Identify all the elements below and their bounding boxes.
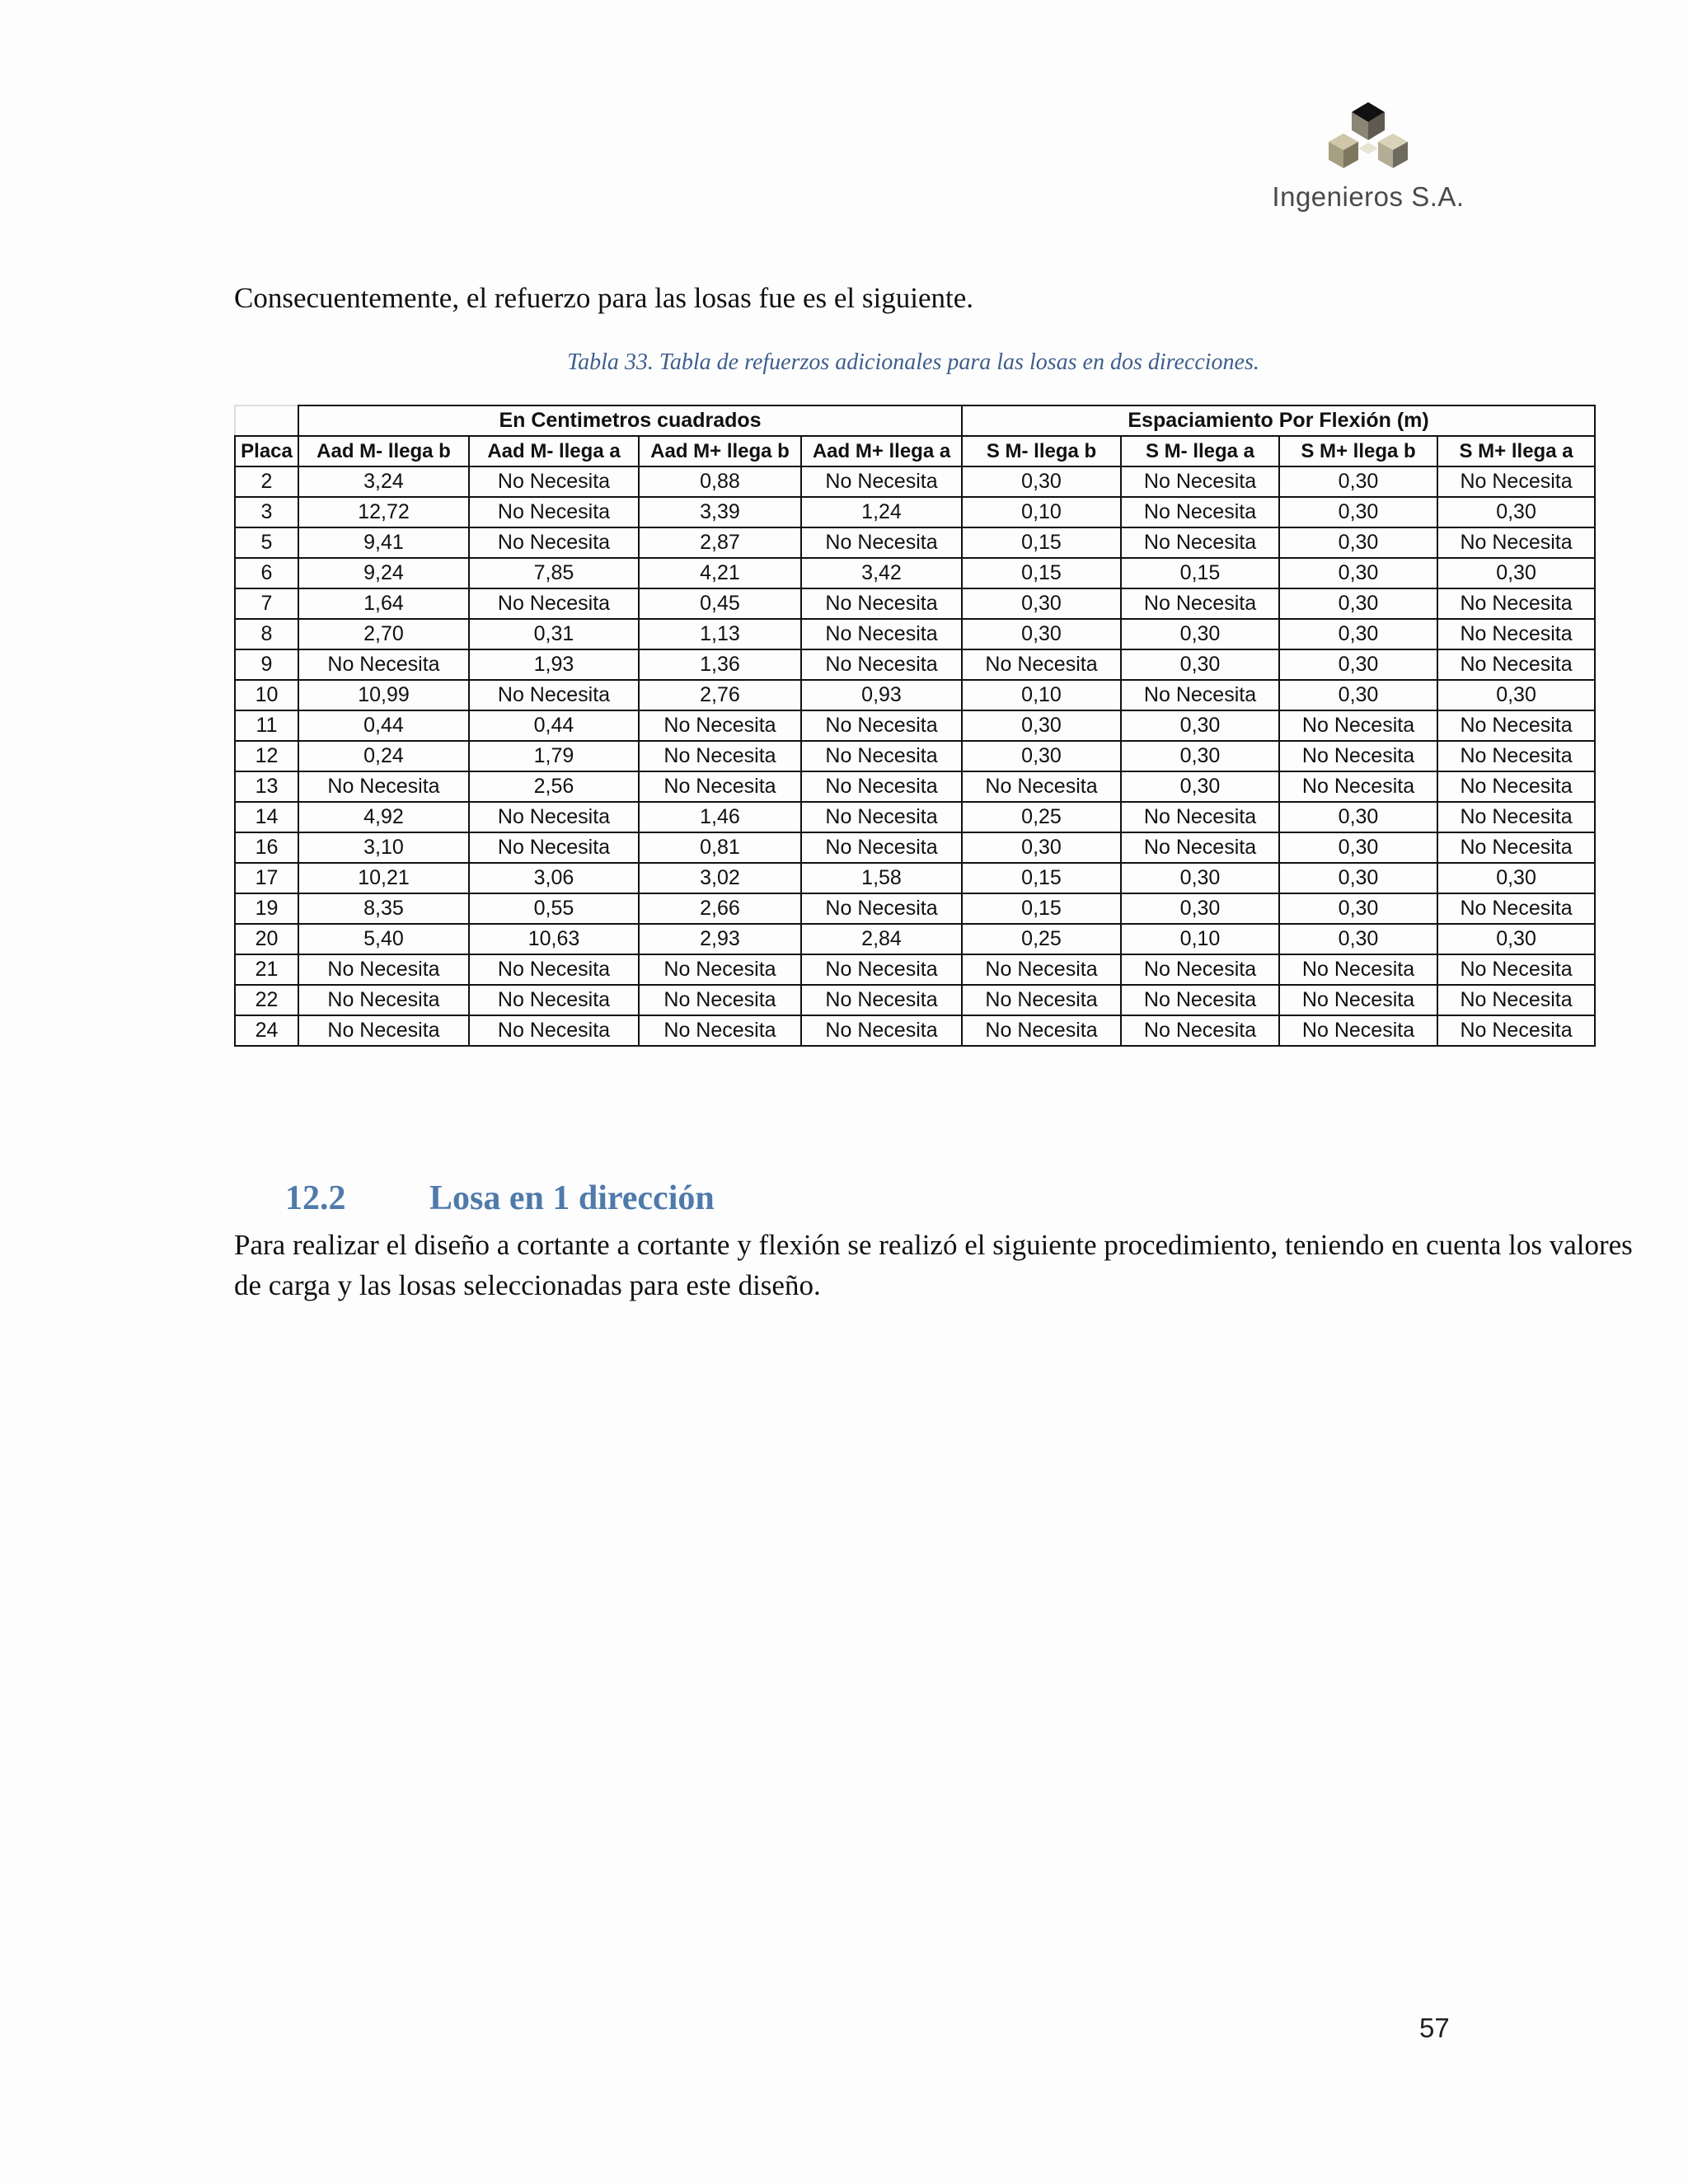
placa-cell: 3 (235, 497, 298, 527)
table-cell: No Necesita (469, 954, 639, 985)
table-cell: 3,02 (639, 863, 801, 893)
table-cell: 0,15 (962, 527, 1121, 558)
placa-cell: 17 (235, 863, 298, 893)
group-header-spacing: Espaciamiento Por Flexión (m) (962, 405, 1595, 436)
table-cell: No Necesita (1437, 832, 1595, 863)
table-caption: Tabla 33. Tabla de refuerzos adicionales para las losas en dos direcciones. (567, 349, 1259, 375)
table-row (235, 527, 1595, 558)
table-cell: 7,85 (469, 558, 639, 588)
table-cell: No Necesita (1121, 497, 1279, 527)
table-cell: No Necesita (801, 741, 962, 771)
table-cell: No Necesita (1121, 466, 1279, 497)
table-cell: No Necesita (1279, 954, 1437, 985)
table-cell: 0,30 (962, 466, 1121, 497)
table-cell: No Necesita (801, 588, 962, 619)
column-header: S M- llega b (962, 436, 1121, 466)
table-cell: 0,30 (962, 588, 1121, 619)
table-cell: 12,72 (298, 497, 469, 527)
table-cell: 1,79 (469, 741, 639, 771)
placa-cell: 13 (235, 771, 298, 802)
table-cell: No Necesita (298, 649, 469, 680)
table-cell: No Necesita (1279, 771, 1437, 802)
table-cell: 0,30 (1121, 619, 1279, 649)
placa-cell: 7 (235, 588, 298, 619)
table-cell: 0,30 (1279, 527, 1437, 558)
table-cell: 0,30 (1279, 558, 1437, 588)
table-cell: 0,30 (962, 741, 1121, 771)
placa-cell: 12 (235, 741, 298, 771)
table-cell: 0,45 (639, 588, 801, 619)
table-cell: No Necesita (1121, 588, 1279, 619)
table-cell: 0,44 (298, 710, 469, 741)
table-cell: No Necesita (1437, 588, 1595, 619)
table-cell: 0,44 (469, 710, 639, 741)
table-cell: No Necesita (298, 954, 469, 985)
table-cell: 0,30 (962, 832, 1121, 863)
placa-cell: 2 (235, 466, 298, 497)
table-cell: 2,66 (639, 893, 801, 924)
table-cell: No Necesita (1437, 710, 1595, 741)
table-cell: 9,41 (298, 527, 469, 558)
placa-cell: 22 (235, 985, 298, 1015)
table-row (235, 924, 1595, 954)
table-cell: 0,15 (962, 863, 1121, 893)
table-row (235, 954, 1595, 985)
placa-cell: 8 (235, 619, 298, 649)
table-cell: 0,30 (1279, 466, 1437, 497)
table-cell: 8,35 (298, 893, 469, 924)
table-cell: 0,30 (1279, 832, 1437, 863)
table-row (235, 497, 1595, 527)
table-cell: No Necesita (1279, 710, 1437, 741)
table-cell: 0,30 (1279, 863, 1437, 893)
table-cell: 3,39 (639, 497, 801, 527)
table-cell: 2,76 (639, 680, 801, 710)
table-cell: 0,15 (1121, 558, 1279, 588)
table-cell: 3,24 (298, 466, 469, 497)
table-cell: 9,24 (298, 558, 469, 588)
table-cell: 0,10 (962, 680, 1121, 710)
corner-cell (235, 405, 298, 436)
table-row (235, 619, 1595, 649)
table-cell: No Necesita (962, 985, 1121, 1015)
table-cell: No Necesita (298, 771, 469, 802)
table-cell: No Necesita (469, 985, 639, 1015)
table-row (235, 588, 1595, 619)
table-row (235, 649, 1595, 680)
table-cell: 0,30 (1279, 619, 1437, 649)
table-cell: 0,30 (1121, 893, 1279, 924)
table-cell: 0,55 (469, 893, 639, 924)
table-cell: 0,31 (469, 619, 639, 649)
table-cell: 0,30 (1279, 924, 1437, 954)
table-row (235, 985, 1595, 1015)
table-cell: No Necesita (639, 710, 801, 741)
placa-cell: 10 (235, 680, 298, 710)
table-body (235, 466, 1595, 1046)
table-cell: 0,30 (1121, 771, 1279, 802)
table-row (235, 863, 1595, 893)
table-cell: 2,93 (639, 924, 801, 954)
table-cell: 0,30 (1437, 680, 1595, 710)
table-cell: 1,36 (639, 649, 801, 680)
table-cell: 10,21 (298, 863, 469, 893)
table-cell: 0,24 (298, 741, 469, 771)
table-cell: No Necesita (962, 771, 1121, 802)
table-cell: 1,93 (469, 649, 639, 680)
table-cell: 1,64 (298, 588, 469, 619)
table-cell: 0,10 (1121, 924, 1279, 954)
table-row (235, 741, 1595, 771)
table-cell: No Necesita (1121, 802, 1279, 832)
placa-cell: 11 (235, 710, 298, 741)
table-cell: No Necesita (801, 527, 962, 558)
table-cell: No Necesita (1121, 680, 1279, 710)
table-row (235, 680, 1595, 710)
table-cell: No Necesita (1437, 802, 1595, 832)
table-cell: 0,30 (1437, 924, 1595, 954)
group-header-area: En Centimetros cuadrados (298, 405, 962, 436)
table-cell: No Necesita (1121, 954, 1279, 985)
table-cell: No Necesita (1437, 741, 1595, 771)
placa-cell: 6 (235, 558, 298, 588)
table-row (235, 893, 1595, 924)
table-cell: No Necesita (1279, 1015, 1437, 1046)
table-row (235, 802, 1595, 832)
table-cell: 2,56 (469, 771, 639, 802)
cube-logo-icon (1319, 97, 1418, 180)
placa-cell: 5 (235, 527, 298, 558)
section-heading (285, 1179, 715, 1218)
table-cell: No Necesita (962, 649, 1121, 680)
table-cell: 0,30 (1121, 741, 1279, 771)
table-cell: 0,30 (962, 710, 1121, 741)
table-cell: 0,30 (962, 619, 1121, 649)
table-cell: No Necesita (801, 802, 962, 832)
table-cell: No Necesita (298, 1015, 469, 1046)
group-header-row (235, 405, 1595, 436)
table-cell: No Necesita (801, 771, 962, 802)
table-cell: 2,70 (298, 619, 469, 649)
intro-paragraph: Consecuentemente, el refuerzo para las losas fue es el siguiente. (234, 282, 973, 314)
table-cell: 0,88 (639, 466, 801, 497)
table-cell: 4,92 (298, 802, 469, 832)
table-cell: No Necesita (469, 832, 639, 863)
table-cell: No Necesita (801, 619, 962, 649)
table-cell: No Necesita (801, 893, 962, 924)
table-cell: No Necesita (639, 771, 801, 802)
reinforcement-table (234, 405, 1596, 1047)
table-cell: 0,30 (1437, 497, 1595, 527)
section-body: Para realizar el diseño a cortante a cortante y flexión se realizó el siguiente procedimiento, teniendo en cuenta los valores de carga y las losas seleccionadas para este diseño. (234, 1229, 1633, 1301)
table-cell: No Necesita (801, 649, 962, 680)
company-logo (1269, 97, 1467, 221)
table-cell: 0,25 (962, 924, 1121, 954)
table-cell: No Necesita (1279, 985, 1437, 1015)
table-cell: No Necesita (1121, 527, 1279, 558)
table-row (235, 832, 1595, 863)
table-cell: 5,40 (298, 924, 469, 954)
table-cell: No Necesita (962, 954, 1121, 985)
table-cell: 1,46 (639, 802, 801, 832)
table-cell: No Necesita (801, 710, 962, 741)
table-cell: No Necesita (1121, 832, 1279, 863)
column-header: Aad M+ llega a (801, 436, 962, 466)
section-title: Losa en 1 dirección (429, 1179, 715, 1217)
table-cell: No Necesita (469, 680, 639, 710)
company-name: Ingenieros S.A. (1272, 181, 1465, 212)
placa-cell: 21 (235, 954, 298, 985)
table-cell: No Necesita (298, 985, 469, 1015)
section-number: 12.2 (285, 1179, 346, 1217)
table-cell: 0,30 (1279, 893, 1437, 924)
table-cell: 1,24 (801, 497, 962, 527)
table-cell: 3,42 (801, 558, 962, 588)
table-cell: 0,81 (639, 832, 801, 863)
table-cell: 0,30 (1121, 863, 1279, 893)
table-cell: 0,30 (1121, 710, 1279, 741)
page-number: 57 (1419, 2013, 1450, 2043)
table-cell: 4,21 (639, 558, 801, 588)
placa-cell: 16 (235, 832, 298, 863)
table-cell: No Necesita (469, 802, 639, 832)
table-cell: 0,30 (1279, 680, 1437, 710)
table-cell: No Necesita (962, 1015, 1121, 1046)
table-cell: No Necesita (469, 1015, 639, 1046)
column-header: S M+ llega a (1437, 436, 1595, 466)
table-cell: No Necesita (639, 1015, 801, 1046)
table-cell: No Necesita (1437, 1015, 1595, 1046)
placa-cell: 19 (235, 893, 298, 924)
table-cell: No Necesita (801, 1015, 962, 1046)
column-header: S M- llega a (1121, 436, 1279, 466)
column-header-row (235, 436, 1595, 466)
table-cell: No Necesita (801, 466, 962, 497)
table-cell: No Necesita (639, 985, 801, 1015)
table-row (235, 1015, 1595, 1046)
table-cell: No Necesita (1437, 527, 1595, 558)
table-row (235, 558, 1595, 588)
table-cell: 10,99 (298, 680, 469, 710)
table-cell: 0,30 (1437, 558, 1595, 588)
table-cell: No Necesita (1121, 985, 1279, 1015)
table-cell: No Necesita (1279, 741, 1437, 771)
table-cell: 2,84 (801, 924, 962, 954)
table-cell: 0,30 (1279, 497, 1437, 527)
table-cell: 0,30 (1121, 649, 1279, 680)
table-cell: No Necesita (469, 497, 639, 527)
table-cell: 1,13 (639, 619, 801, 649)
placa-cell: 14 (235, 802, 298, 832)
column-header: Aad M- llega b (298, 436, 469, 466)
table-cell: No Necesita (469, 466, 639, 497)
table-cell: No Necesita (1437, 619, 1595, 649)
placa-cell: 9 (235, 649, 298, 680)
column-header: Aad M+ llega b (639, 436, 801, 466)
table-cell: No Necesita (1121, 1015, 1279, 1046)
table-cell: No Necesita (1437, 771, 1595, 802)
placa-cell: 24 (235, 1015, 298, 1046)
table-cell: No Necesita (801, 985, 962, 1015)
table-cell: 0,25 (962, 802, 1121, 832)
table-cell: No Necesita (639, 741, 801, 771)
table-cell: 2,87 (639, 527, 801, 558)
table-cell: 0,30 (1437, 863, 1595, 893)
table-cell: 0,15 (962, 893, 1121, 924)
table-row (235, 771, 1595, 802)
table-row (235, 466, 1595, 497)
table-cell: No Necesita (639, 954, 801, 985)
table-cell: No Necesita (1437, 985, 1595, 1015)
table-cell: 3,10 (298, 832, 469, 863)
table-cell: 0,30 (1279, 649, 1437, 680)
table-row (235, 710, 1595, 741)
placa-cell: 20 (235, 924, 298, 954)
table-cell: No Necesita (801, 954, 962, 985)
table-cell: 0,30 (1279, 802, 1437, 832)
column-header: S M+ llega b (1279, 436, 1437, 466)
table-cell: 3,06 (469, 863, 639, 893)
column-header: Placa (235, 436, 298, 466)
table-cell: No Necesita (1437, 466, 1595, 497)
table-cell: 0,15 (962, 558, 1121, 588)
table-cell: No Necesita (1437, 649, 1595, 680)
table-cell: No Necesita (801, 832, 962, 863)
table-cell: No Necesita (1437, 954, 1595, 985)
table-cell: 0,93 (801, 680, 962, 710)
table-cell: 10,63 (469, 924, 639, 954)
table-cell: No Necesita (1437, 893, 1595, 924)
table-cell: 0,10 (962, 497, 1121, 527)
table-cell: No Necesita (469, 588, 639, 619)
table-cell: 0,30 (1279, 588, 1437, 619)
column-header: Aad M- llega a (469, 436, 639, 466)
table-cell: 1,58 (801, 863, 962, 893)
table-cell: No Necesita (469, 527, 639, 558)
